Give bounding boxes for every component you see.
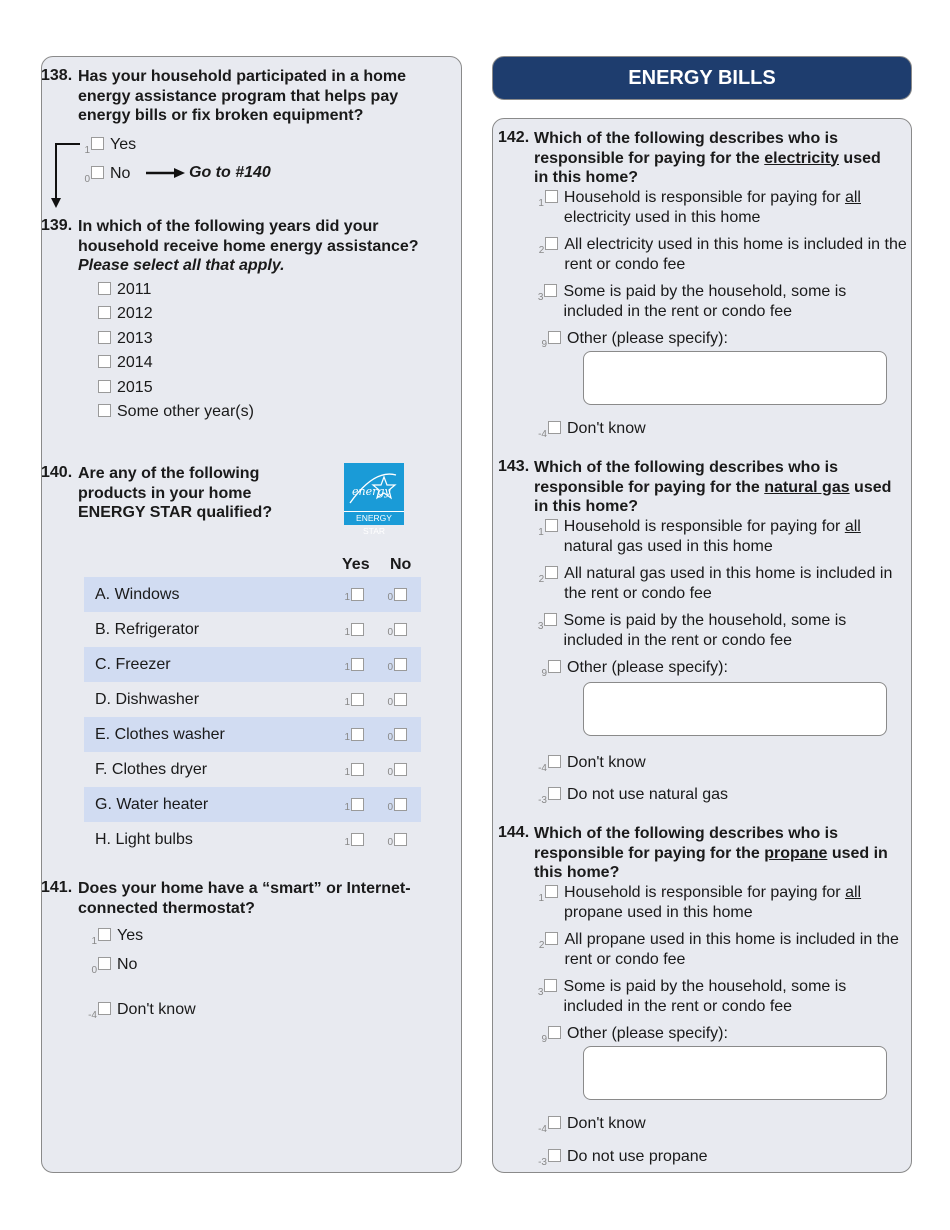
no-choice[interactable]: 0	[383, 621, 413, 638]
checkbox[interactable]	[545, 566, 558, 579]
q142-option[interactable]: 2 All electricity used in this home is included in the rent or condo fee	[537, 235, 909, 274]
product-label: A. Windows	[95, 586, 180, 603]
q139-option-label: 2015	[117, 379, 153, 396]
q143-text: Which of the following describes who is responsible for paying for the natural gas used in this home?	[534, 459, 892, 515]
checkbox[interactable]	[351, 588, 364, 601]
q144-number: 144.	[498, 824, 530, 841]
q142-specify-input[interactable]	[583, 351, 887, 405]
q139-option[interactable]	[87, 353, 153, 373]
q140-text: Are any of the following products in your home ENERGY STAR qualified?	[78, 465, 273, 521]
q138-option-no[interactable]	[80, 164, 130, 190]
q138-option-yes[interactable]	[80, 135, 136, 161]
q144-option-label: Other (please specify):	[567, 1025, 728, 1042]
product-row	[84, 787, 421, 822]
checkbox[interactable]	[548, 755, 561, 768]
q143-option[interactable]: 3 Some is paid by the household, some is included in the rent or condo fee	[537, 611, 897, 650]
checkbox[interactable]	[351, 658, 364, 671]
checkbox[interactable]	[98, 1002, 111, 1015]
q138-option-code: 0	[84, 174, 90, 185]
no-choice[interactable]: 0	[383, 726, 413, 743]
q142-option[interactable]: 3 Some is paid by the household, some is included in the rent or condo fee	[537, 282, 897, 321]
q139-option-label: 2013	[117, 330, 153, 347]
q141-text: Does your home have a “smart” or Internet-connected thermostat?	[78, 880, 411, 917]
product-row	[84, 612, 421, 647]
checkbox[interactable]	[394, 658, 407, 671]
q144-option-label: Some is paid by the household, some is included in the rent or condo fee	[563, 978, 847, 1015]
checkbox[interactable]	[548, 421, 561, 434]
product-row	[84, 647, 421, 682]
q143-option-label: Some is paid by the household, some is included in the rent or condo fee	[563, 612, 847, 649]
checkbox[interactable]	[548, 1116, 561, 1129]
no-choice[interactable]: 0	[383, 691, 413, 708]
q144-option[interactable]: 3 Some is paid by the household, some is included in the rent or condo fee	[537, 977, 897, 1016]
q141-option-label: No	[117, 956, 138, 973]
q144-option-label: Household is responsible for paying for all propane used in this home	[564, 884, 862, 921]
checkbox[interactable]	[351, 798, 364, 811]
q142-option-label: Other (please specify):	[567, 330, 728, 347]
q144-option[interactable]: -4 Don't know	[538, 1115, 646, 1135]
q143-option-label: All natural gas used in this home is included in the rent or condo fee	[564, 565, 893, 602]
q142-option-label: Household is responsible for paying for all electricity used in this home	[563, 189, 861, 226]
q144-text: Which of the following describes who is responsible for paying for the propane used in this home?	[534, 825, 888, 881]
q144-option[interactable]: 1 Household is responsible for paying for all propane used in this home	[537, 883, 909, 922]
q141-option-no[interactable]: 0 No	[91, 956, 138, 976]
q144-option[interactable]: -3 Do not use propane	[538, 1148, 708, 1168]
q142-option-label: Don't know	[567, 420, 646, 437]
q139-option[interactable]	[87, 329, 153, 349]
checkbox[interactable]	[548, 787, 561, 800]
q142-number: 142.	[498, 129, 530, 146]
energy-star-logo	[344, 463, 404, 536]
arrow-right-icon	[146, 166, 186, 180]
product-row	[84, 577, 421, 612]
q143-number: 143.	[498, 458, 530, 475]
col-yes-header: Yes	[342, 556, 370, 573]
no-choice[interactable]: 0	[383, 761, 413, 778]
q139-option[interactable]	[87, 304, 153, 324]
q138-option-code: 1	[84, 145, 90, 156]
q138-text: Has your household participated in a home energy assistance program that helps pay energy bills or fix broken equipment?	[78, 68, 407, 124]
yes-choice[interactable]: 1	[340, 831, 370, 848]
q144-option-label: Do not use propane	[567, 1148, 708, 1165]
q139-option-label: Some other year(s)	[117, 403, 254, 420]
checkbox[interactable]	[98, 355, 111, 368]
q139-option[interactable]	[87, 378, 153, 398]
q139-option[interactable]	[87, 280, 151, 300]
q143-option[interactable]: -3 Do not use natural gas	[538, 786, 728, 806]
q139-option-label: 2014	[117, 354, 153, 371]
product-row	[84, 682, 421, 717]
q139-text	[78, 217, 450, 276]
checkbox[interactable]	[351, 728, 364, 741]
q139-option-label: 2011	[117, 281, 152, 298]
q141-option-label: Yes	[117, 927, 144, 944]
checkbox[interactable]	[548, 331, 561, 344]
yes-choice[interactable]: 1	[340, 726, 370, 743]
q142-option[interactable]: 9 Other (please specify):	[541, 330, 728, 350]
q139-question: In which of the following years did your household receive home energy assistance?	[78, 218, 419, 255]
q142-option-label: Some is paid by the household, some is included in the rent or condo fee	[563, 283, 847, 320]
checkbox[interactable]	[545, 519, 558, 532]
product-row	[84, 822, 421, 857]
q143-option[interactable]: 1 Household is responsible for paying for all natural gas used in this home	[537, 517, 909, 556]
checkbox[interactable]	[394, 798, 407, 811]
checkbox[interactable]	[98, 282, 111, 295]
checkbox[interactable]	[545, 237, 558, 250]
checkbox[interactable]	[351, 623, 364, 636]
checkbox[interactable]	[544, 284, 557, 297]
checkbox[interactable]	[548, 1026, 561, 1039]
yes-choice[interactable]: 1	[340, 656, 370, 673]
product-label: F. Clothes dryer	[95, 761, 208, 778]
q138-option-label: No	[110, 165, 131, 182]
checkbox[interactable]	[394, 763, 407, 776]
checkbox[interactable]	[351, 833, 364, 846]
q142-option[interactable]: 1 Household is responsible for paying for all electricity used in this home	[537, 188, 909, 227]
checkbox[interactable]	[544, 613, 557, 626]
checkbox[interactable]	[545, 932, 558, 945]
q144-option[interactable]: 2 All propane used in this home is included in the rent or condo fee	[537, 930, 909, 969]
product-label: C. Freezer	[95, 656, 171, 673]
no-choice[interactable]: 0	[383, 831, 413, 848]
checkbox[interactable]	[91, 166, 104, 179]
q144-option-label: All propane used in this home is included in the rent or condo fee	[564, 931, 899, 968]
yes-choice[interactable]: 1	[340, 796, 370, 813]
q143-option-label: Do not use natural gas	[567, 786, 728, 803]
q143-option[interactable]: 9 Other (please specify):	[541, 659, 728, 679]
q141-option-label: Don't know	[117, 1001, 196, 1018]
q143-option[interactable]: 2 All natural gas used in this home is included in the rent or condo fee	[537, 564, 909, 603]
energy-star-logo-text: ENERGY STAR	[344, 511, 404, 525]
no-choice[interactable]: 0	[383, 656, 413, 673]
section-header: ENERGY BILLS	[492, 56, 912, 100]
q144-fuel: propane	[764, 844, 828, 862]
no-choice[interactable]: 0	[383, 586, 413, 603]
checkbox[interactable]	[545, 885, 558, 898]
q138-number: 138.	[41, 67, 73, 84]
checkbox[interactable]	[98, 331, 111, 344]
product-label: G. Water heater	[95, 796, 209, 813]
q143-option[interactable]: -4 Don't know	[538, 754, 646, 774]
checkbox[interactable]	[394, 728, 407, 741]
checkbox[interactable]	[545, 190, 558, 203]
q141-option-dont-know[interactable]: -4 Don't know	[88, 1001, 196, 1021]
checkbox[interactable]	[394, 693, 407, 706]
product-row	[84, 717, 421, 752]
product-row	[84, 752, 421, 787]
energy-script: energy	[352, 485, 391, 498]
checkbox[interactable]	[351, 763, 364, 776]
checkbox[interactable]	[548, 660, 561, 673]
checkbox[interactable]	[394, 588, 407, 601]
checkbox[interactable]	[544, 979, 557, 992]
q138-option-label: Yes	[110, 136, 137, 153]
q141-number: 141.	[41, 879, 73, 896]
q140-number: 140.	[41, 464, 73, 481]
q141-option-yes[interactable]: 1 Yes	[91, 927, 144, 947]
q139-option-label: 2012	[117, 305, 153, 322]
q143-option-label: Don't know	[567, 754, 646, 771]
yes-choice[interactable]: 1	[340, 621, 370, 638]
no-choice[interactable]: 0	[383, 796, 413, 813]
q143-specify-input[interactable]	[583, 682, 887, 736]
checkbox[interactable]	[394, 623, 407, 636]
checkbox[interactable]	[98, 380, 111, 393]
checkbox[interactable]	[98, 306, 111, 319]
checkbox[interactable]	[394, 833, 407, 846]
q144-option[interactable]: 9 Other (please specify):	[541, 1025, 728, 1045]
checkbox[interactable]	[548, 1149, 561, 1162]
yes-choice[interactable]: 1	[340, 586, 370, 603]
q143-option-label: Other (please specify):	[567, 659, 728, 676]
product-label: D. Dishwasher	[95, 691, 200, 708]
q143-option-label: Household is responsible for paying for all natural gas used in this home	[563, 518, 861, 555]
q142-fuel: electricity	[764, 149, 839, 167]
q142-option-label: All electricity used in this home is included in the rent or condo fee	[564, 236, 907, 273]
q139-option[interactable]	[87, 402, 254, 422]
yes-choice[interactable]: 1	[340, 761, 370, 778]
q143-fuel: natural gas	[764, 478, 850, 496]
q139-number: 139.	[41, 217, 73, 234]
checkbox[interactable]	[351, 693, 364, 706]
q139-instruction: Please select all that apply.	[78, 257, 285, 274]
skip-instruction: Go to #140	[189, 164, 271, 181]
product-label: E. Clothes washer	[95, 726, 225, 743]
checkbox[interactable]	[91, 137, 104, 150]
checkbox[interactable]	[98, 404, 111, 417]
yes-choice[interactable]: 1	[340, 691, 370, 708]
product-label: H. Light bulbs	[95, 831, 193, 848]
q144-option-label: Don't know	[567, 1115, 646, 1132]
checkbox[interactable]	[98, 928, 111, 941]
checkbox[interactable]	[98, 957, 111, 970]
product-label: B. Refrigerator	[95, 621, 200, 638]
q144-specify-input[interactable]	[583, 1046, 887, 1100]
q142-text: Which of the following describes who is responsible for paying for the electricity used in this home?	[534, 130, 881, 186]
q142-option[interactable]: -4 Don't know	[538, 420, 646, 440]
energy-star-icon	[344, 463, 404, 511]
col-no-header: No	[390, 556, 412, 573]
